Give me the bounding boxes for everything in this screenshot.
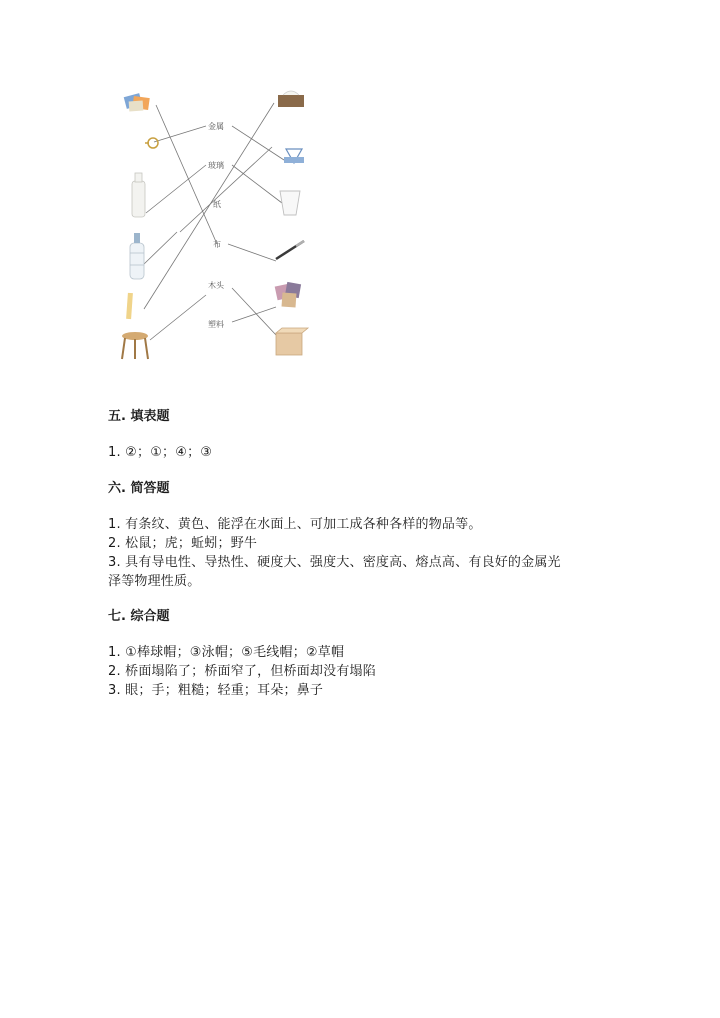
section-title-short-answer: 六. 简答题 (108, 481, 170, 496)
object-binder-clip-icon (284, 149, 304, 163)
material-label-glass: 玻璃 (208, 161, 224, 170)
material-label-metal: 金属 (208, 122, 224, 131)
object-plastic-bottle-icon (130, 233, 144, 279)
section-title-comprehensive: 七. 综合题 (108, 609, 170, 624)
answer-line: 3. 具有导电性、导热性、硬度大、强度大、密度高、熔点高、有良好的金属光 (108, 555, 561, 570)
material-label-paper: 纸 (213, 200, 221, 209)
object-paper-stack-icon (124, 93, 150, 111)
answer-line: 2. 松鼠；虎；蚯蚓；野牛 (108, 536, 258, 551)
object-pen-icon (276, 241, 304, 259)
answer-line: 1. ②；①；④；③ (108, 445, 213, 460)
answer-line: 泽等物理性质。 (108, 574, 201, 589)
matching-diagram (100, 85, 330, 375)
object-wooden-stool-icon (122, 332, 148, 359)
material-label-plastic: 塑料 (208, 320, 224, 329)
connection-lines (143, 103, 284, 340)
material-label-wood: 木头 (208, 281, 224, 290)
object-pencil-icon (126, 293, 133, 319)
object-cloth-swatches-icon (275, 282, 301, 308)
material-label-cloth: 布 (213, 240, 221, 249)
object-glass-cup-icon (280, 191, 300, 215)
object-key-ring-icon (145, 138, 158, 148)
answer-line: 1. 有条纹、黄色、能浮在水面上、可加工成各种各样的物品等。 (108, 517, 482, 532)
answer-line: 3. 眼；手；粗糙；轻重；耳朵；鼻子 (108, 683, 324, 698)
section-title-fill-table: 五. 填表题 (108, 409, 170, 424)
object-wooden-block-icon (276, 328, 308, 355)
answer-line: 1. ①棒球帽；③泳帽；⑤毛线帽；②草帽 (108, 645, 345, 660)
object-tissue-box-icon (278, 91, 304, 107)
answer-line: 2. 桥面塌陷了；桥面窄了，但桥面却没有塌陷 (108, 664, 376, 679)
object-glass-bottle-icon (132, 173, 145, 217)
